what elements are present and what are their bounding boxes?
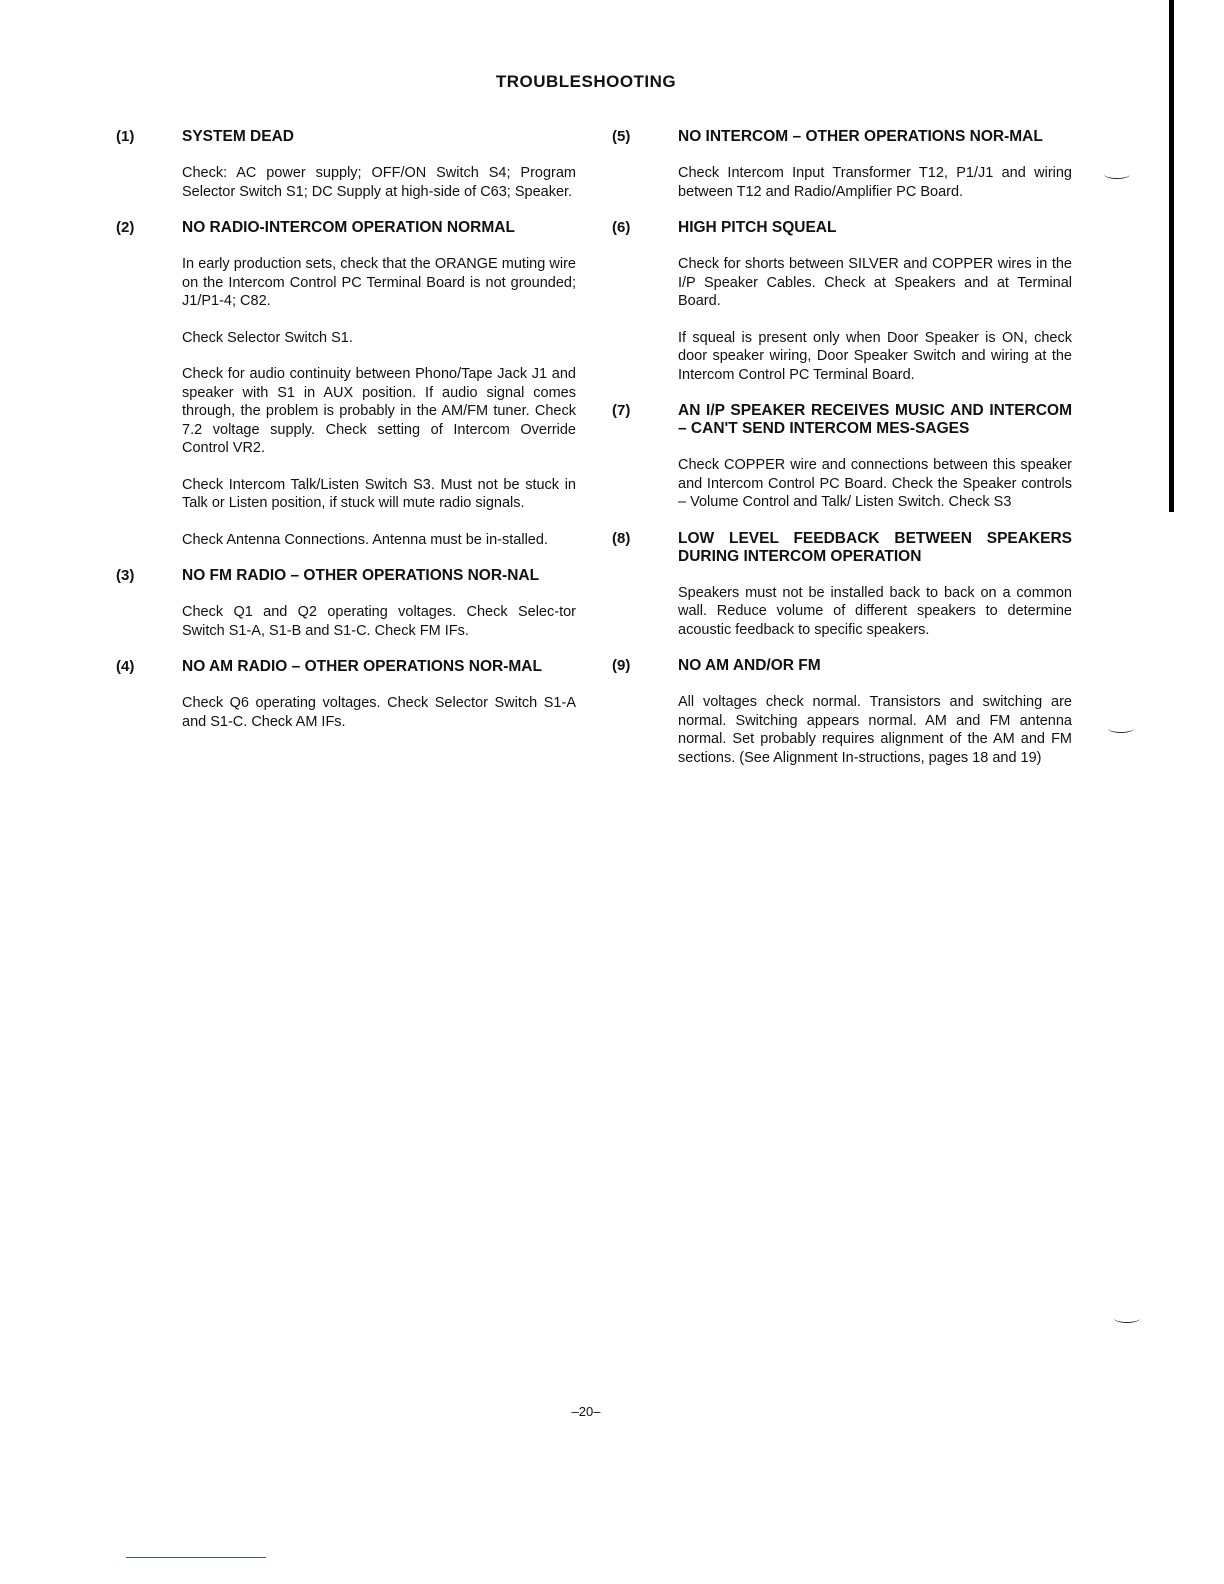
troubleshooting-item [612,657,1072,767]
item-number: (9) [612,657,631,674]
item-paragraph: If squeal is present only when Door Speaker is ON, check door speaker wiring, Door Speaker Switch and wiring at the Intercom Control PC Terminal Board. [678,329,1072,383]
scan-bottom-rule [126,1557,266,1558]
troubleshooting-item [116,567,576,640]
item-paragraph: Check Intercom Input Transformer T12, P1/J1 and wiring between T12 and Radio/Amplifier PC Board. [678,165,1072,200]
item-heading: NO INTERCOM – OTHER OPERATIONS NOR-MAL [678,128,1043,145]
item-paragraph: Check Antenna Connections. Antenna must be in-stalled. [182,531,548,548]
item-paragraph: Check Selector Switch S1. [182,329,353,346]
item-paragraph: Check for shorts between SILVER and COPPER wires in the I/P Speaker Cables. Check at Speakers and at Terminal Board. [678,256,1072,309]
item-paragraph: Check Q1 and Q2 operating voltages. Check Selec-tor Switch S1-A, S1-B and S1-C. Check FM IFs. [182,604,576,639]
troubleshooting-item [116,658,576,731]
troubleshooting-item [612,402,1072,512]
troubleshooting-item [116,128,576,201]
item-number: (3) [116,567,135,584]
item-paragraph: All voltages check normal. Transistors and switching are normal. Switching appears normal. AM and FM antenna normal. Set probably requires alignment of the AM and FM sections. (See Alignment In-structions, pages 18 and 19) [678,694,1072,766]
left-column [116,128,576,749]
item-heading: AN I/P SPEAKER RECEIVES MUSIC AND INTERCOM – CAN'T SEND INTERCOM MES-SAGES [678,402,1072,437]
item-paragraph: Check Q6 operating voltages. Check Selector Switch S1-A and S1-C. Check AM IFs. [182,695,576,730]
item-number: (1) [116,128,135,145]
item-number: (7) [612,402,631,419]
page-title: TROUBLESHOOTING [495,72,677,91]
scan-mark [1114,1314,1140,1323]
item-heading: HIGH PITCH SQUEAL [678,219,837,236]
item-heading: LOW LEVEL FEEDBACK BETWEEN SPEAKERS DURING INTERCOM OPERATION [678,529,1072,565]
item-number: (6) [612,219,631,236]
troubleshooting-item [612,128,1072,201]
item-paragraph: Check Intercom Talk/Listen Switch S3. Must not be stuck in Talk or Listen position, if stuck will mute radio signals. [182,476,576,511]
item-heading: SYSTEM DEAD [182,128,294,145]
troubleshooting-item [612,530,1072,640]
item-paragraph: In early production sets, check that the ORANGE muting wire on the Intercom Control PC Terminal Board is not grounded; J1/P1-4; C82. [182,256,576,309]
item-number: (2) [116,219,135,236]
scan-mark [1108,724,1134,733]
item-heading: NO AM AND/OR FM [678,657,821,674]
item-number: (4) [116,658,135,675]
page-number: –20– [571,1404,601,1419]
item-paragraph: Check for audio continuity between Phono/Tape Jack J1 and speaker with S1 in AUX position. If audio signal comes through, the problem is probably in the AM/FM tuner. Check 7.2 voltage supply. Check setting of Intercom Override Control VR2. [182,366,576,456]
item-heading: NO RADIO-INTERCOM OPERATION NORMAL [182,219,515,236]
item-number: (8) [612,529,631,547]
scan-mark [1104,170,1130,179]
item-paragraph: Check: AC power supply; OFF/ON Switch S4; Program Selector Switch S1; DC Supply at high-side of C63; Speaker. [182,165,576,200]
scan-edge-rule [1169,0,1174,512]
item-heading: NO AM RADIO – OTHER OPERATIONS NOR-MAL [182,658,542,675]
troubleshooting-item [116,219,576,549]
troubleshooting-item [612,219,1072,384]
item-heading: NO FM RADIO – OTHER OPERATIONS NOR-NAL [182,567,540,584]
item-number: (5) [612,128,631,145]
item-paragraph: Speakers must not be installed back to back on a common wall. Reduce volume of different speakers to determine acoustic feedback to specific speakers. [678,584,1072,638]
item-paragraph: Check COPPER wire and connections between this speaker and Intercom Control PC Board. Check the Speaker controls – Volume Control and Talk/ Listen Switch. Check S3 [678,457,1072,510]
right-column [612,128,1072,785]
